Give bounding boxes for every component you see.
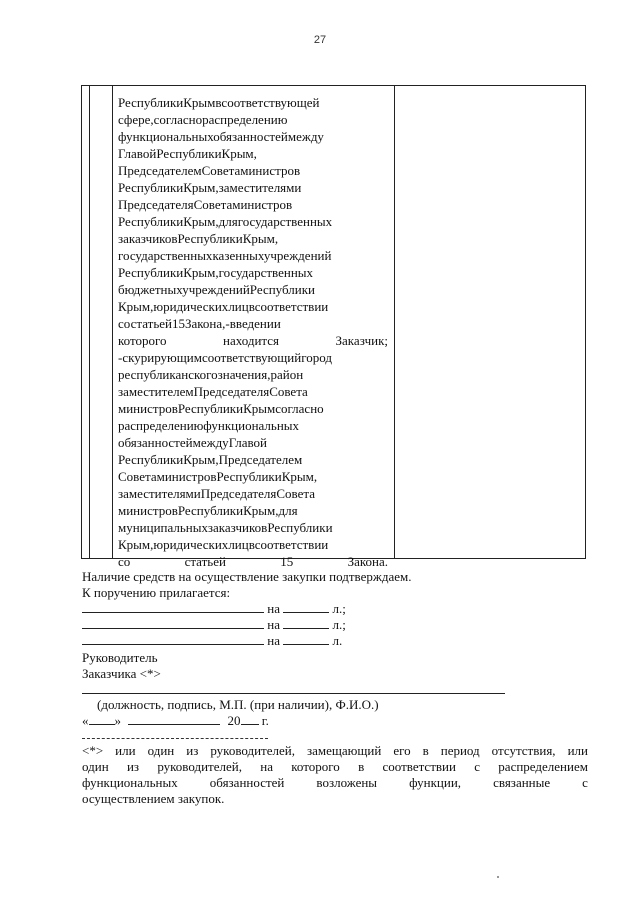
table-cell-line: состатьей15Закона,-введении [118,316,281,331]
table-cell-line: заказчиковРеспубликиКрым, [118,231,279,246]
table-cell-line: министровРеспубликиКрым,для [118,503,298,518]
scan-speck [497,876,499,878]
table-cell-line: заместителямиПредседателяСовета [118,486,315,501]
date-month-blank[interactable] [128,713,220,725]
attachment-row: на л. [82,633,342,648]
table-cell-line: министровРеспубликиКрымсогласно [118,401,324,416]
footnote-line: осуществлением закупок. [82,791,225,806]
table-cell-line: -скурирующимсоответствующийгород [118,350,332,365]
table-cell-line: которого находится Заказчик; [118,333,388,348]
signature-date: « » 20 г. [82,713,269,728]
footnote-line: <*> или один из руководителей, замещающий его в период отсутствия, или [82,743,588,758]
table-cell-line: заместителемПредседателяСовета [118,384,308,399]
document-name-blank[interactable] [82,601,264,613]
table-cell-line: Крым,юридическихлицвсоответствии [118,299,329,314]
signature-line[interactable] [82,693,505,694]
attachment-row: на л.; [82,601,346,616]
sheet-count-blank[interactable] [283,617,329,629]
page-number: 27 [313,34,327,46]
table-cell-line: РеспубликиКрым,государственных [118,265,314,280]
table-cell-line: СоветаминистровРеспубликиКрым, [118,469,318,484]
footnote-line: один из руководителей, на которого в соответствии с распределением [82,759,588,774]
sheet-count-blank[interactable] [283,633,329,645]
footnote [82,743,588,807]
table-cell-line: со статьей 15 Закона. [118,554,388,569]
table-cell-line: функциональныхобязанностеймежду [118,129,324,144]
table-cell-line: бюджетныхучрежденийРеспублики [118,282,316,297]
document-name-blank[interactable] [82,633,264,645]
table-cell-line: обязанностеймеждуГлавой [118,435,267,450]
table-cell-line: сфере,согласнораспределению [118,112,288,127]
footnote-line: функциональных обязанностей возложены функции, связанные с [82,775,588,790]
table-cell-line: РеспубликиКрым,заместителями [118,180,302,195]
requisition-table [81,85,586,569]
table-cell-approval-text [118,94,388,570]
attachment-row: на л.; [82,617,346,632]
table-cell-line: муниципальныхзаказчиковРеспублики [118,520,333,535]
attachment-label: К поручению прилагается: [82,585,231,600]
funds-confirmation: Наличие средств на осуществление закупки подтверждаем. [82,569,412,584]
signer-role: Руководитель [82,650,158,665]
table-cell-line: РеспубликиКрымвсоответствующей [118,95,320,110]
table-cell-line: республиканскогозначения,район [118,367,304,382]
table-cell-line: ПредседателемСоветаминистров [118,163,301,178]
table-cell-line: РеспубликиКрым,длягосударственных [118,214,333,229]
date-year-blank[interactable] [241,713,259,725]
table-cell-line: Крым,юридическихлицвсоответствии [118,537,329,552]
table-cell-line: распределениюфункциональных [118,418,300,433]
table-cell-line: ГлавойРеспубликиКрым, [118,146,257,161]
signature-caption: (должность, подпись, М.П. (при наличии), Ф.И.О.) [97,697,379,712]
date-day-blank[interactable] [89,713,115,725]
sheet-count-blank[interactable] [283,601,329,613]
table-cell-line: государственныхказенныхучреждений [118,248,332,263]
document-name-blank[interactable] [82,617,264,629]
table-cell-line: РеспубликиКрым,Председателем [118,452,303,467]
table-cell-line: ПредседателяСоветаминистров [118,197,293,212]
signer-role-customer: Заказчика <*> [82,666,161,681]
footnote-separator [82,738,268,739]
